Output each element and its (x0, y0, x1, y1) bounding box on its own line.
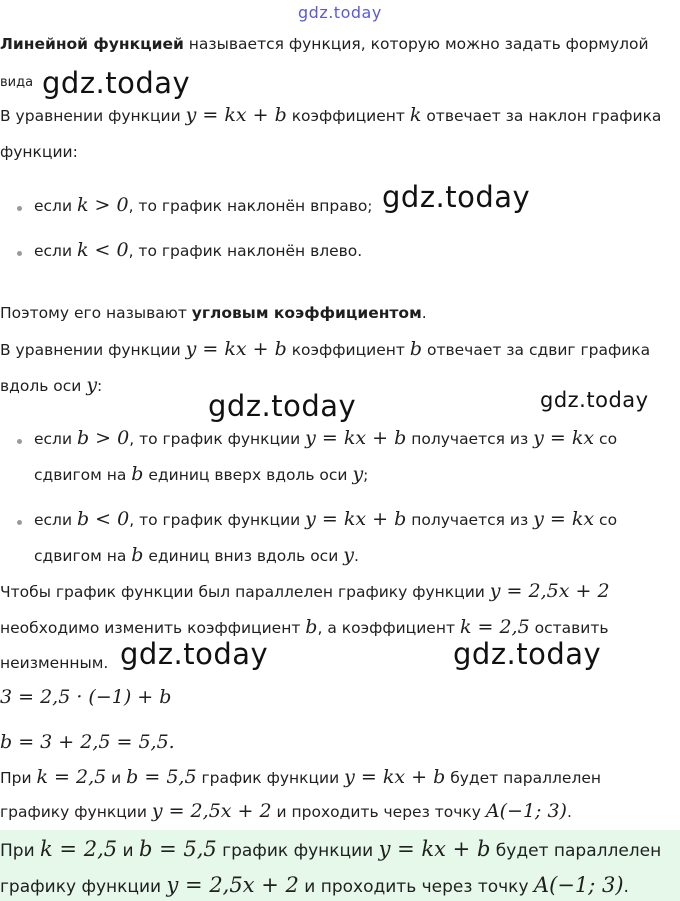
term-bold: Линейной функцией (0, 35, 184, 53)
equation: b = 3 + 2,5 = 5,5. (0, 731, 175, 753)
text-line: При k = 2,5 и b = 5,5 график функции y = kx + b будет параллелен (0, 766, 602, 788)
text-line: В уравнении функции y = kx + b коэффициент b отвечает за сдвиг графика (0, 338, 651, 360)
list-item: если b < 0, то график функции y = kx + b получается из y = kx со (34, 508, 618, 530)
answer-line: При k = 2,5 и b = 5,5 график функции y = kx + b будет параллелен (0, 837, 662, 861)
text-line: В уравнении функции y = kx + b коэффициент k отвечает за наклон графика (0, 104, 662, 126)
text-line: Чтобы график функции был параллелен графику функции y = 2,5x + 2 (0, 580, 610, 602)
list-item: если k < 0, то график наклонён влево. (34, 239, 363, 261)
text-line: необходимо изменить коэффициент b, а коэффициент k = 2,5 оставить (0, 616, 609, 638)
text-line: неизменным. (0, 654, 109, 672)
text-line: Поэтому его называют угловым коэффициентом. (0, 304, 427, 322)
watermark: gdz.today (120, 637, 269, 671)
list-item: если b > 0, то график функции y = kx + b получается из y = kx со (34, 427, 618, 449)
watermark: gdz.today (42, 66, 191, 100)
watermark: gdz.today (540, 388, 649, 412)
bullet-icon (17, 251, 22, 256)
text-line: вдоль оси y: (0, 374, 103, 396)
bullet-icon (17, 206, 22, 211)
text-line: функции: (0, 143, 78, 161)
bullet-icon (17, 439, 22, 444)
list-item-cont: сдвигом на b единиц вверх вдоль оси y; (34, 463, 369, 485)
watermark: gdz.today (453, 637, 602, 671)
watermark-top: gdz.today (298, 3, 382, 22)
equation: 3 = 2,5 · (−1) + b (0, 686, 172, 708)
answer-block (0, 830, 680, 901)
text-line: графику функции y = 2,5x + 2 и проходить через точку A(−1; 3). (0, 800, 572, 822)
list-item: если k > 0, то график наклонён вправо; (34, 194, 373, 216)
definition-line: Линейной функцией называется функция, которую можно задать формулой (0, 35, 649, 53)
watermark: gdz.today (208, 389, 357, 423)
list-item-cont: сдвигом на b единиц вниз вдоль оси y. (34, 544, 359, 566)
watermark: gdz.today (382, 180, 531, 214)
bullet-icon (17, 520, 22, 525)
definition-line-2: вида (0, 75, 34, 90)
answer-line: графику функции y = 2,5x + 2 и проходить через точку A(−1; 3). (0, 873, 629, 897)
